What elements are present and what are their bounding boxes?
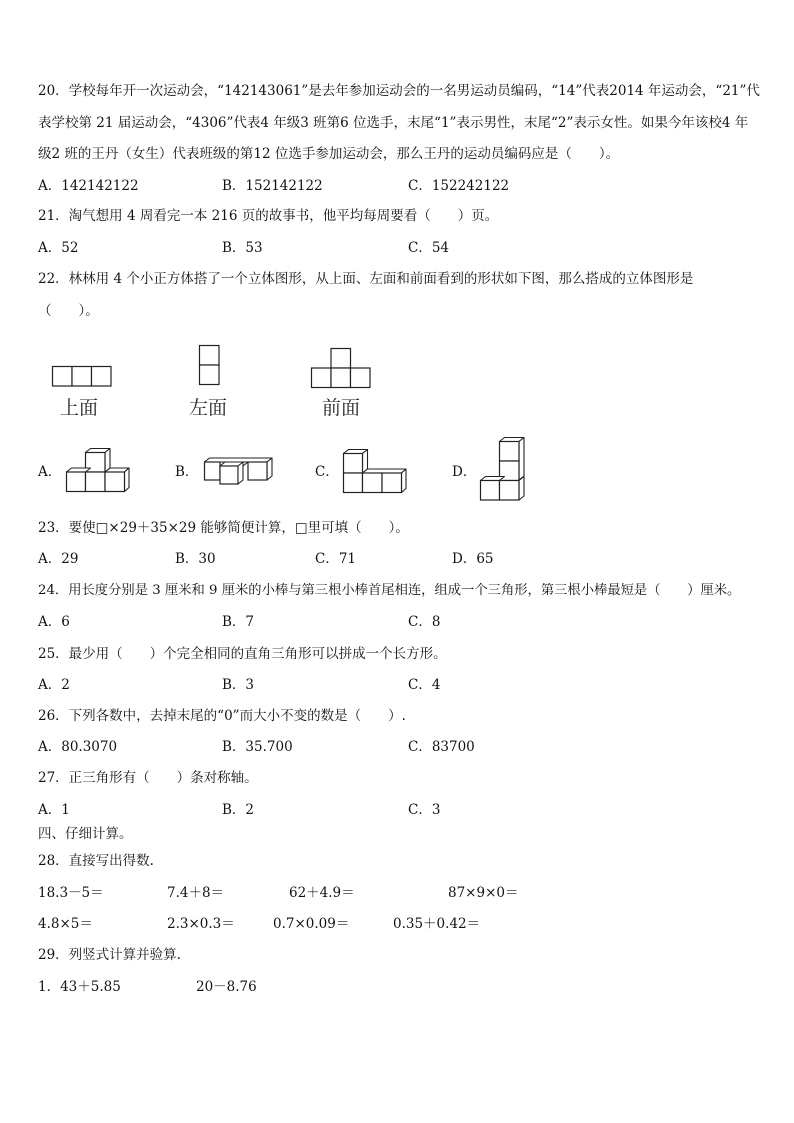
calc-item: 0.7×0.09＝ (273, 916, 350, 932)
q27-option-c: C．3 (408, 802, 441, 818)
q23-option-c: C．71 (315, 551, 357, 567)
q20-option-b: B．152142122 (222, 178, 323, 194)
calc-item: 4.8×5＝ (38, 916, 93, 932)
left-view-figure (199, 345, 221, 387)
calc-item: 2.3×0.3＝ (167, 916, 235, 932)
q27-option-b: B．2 (222, 802, 255, 818)
calc-item: 7.4＋8＝ (167, 885, 225, 901)
q24-option-c: C．8 (408, 614, 441, 630)
q26-option-b: B．35.700 (222, 739, 293, 755)
q26-option-a: A．80.3070 (38, 739, 118, 755)
left-view-label: 左面 (189, 397, 228, 419)
q25-option-c: C．4 (408, 677, 441, 693)
q27-option-a: A．1 (38, 802, 70, 818)
q23-option-b: B．30 (175, 551, 216, 567)
q21-text: 21．淘气想用 4 周看完一本 216 页的故事书，他平均每周要看（ ）页。 (38, 208, 499, 224)
q21-option-a: A．52 (38, 240, 79, 256)
q26-text: 26．下列各数中，去掉末尾的“0”而大小不变的数是（ ）. (38, 708, 406, 724)
calc-item: 0.35＋0.42＝ (393, 916, 481, 932)
q20-option-a: A．142142122 (38, 178, 139, 194)
q22-option-a-label: A． (38, 464, 62, 480)
q29-text: 29．列竖式计算并验算. (38, 947, 181, 963)
calc-item: 87×9×0＝ (448, 885, 519, 901)
q20-text-line1: 20．学校每年开一次运动会，“142143061”是去年参加运动会的一名男运动员编码，“14”代表2014 年运动会，“21”代 (38, 83, 760, 99)
q22-option-c-label: C． (315, 464, 339, 480)
top-view-label: 上面 (60, 397, 99, 419)
q28-text: 28．直接写出得数. (38, 853, 154, 869)
q22-option-c-figure (343, 449, 409, 495)
vertical-calc-item: 1．43＋5.85 (38, 979, 121, 995)
section-heading: 四、仔细计算。 (38, 826, 133, 842)
q27-text: 27．正三角形有（ ）条对称轴。 (38, 770, 258, 786)
q20-option-c: C．152242122 (408, 178, 510, 194)
q20-text-line3: 级2 班的王丹（女生）代表班级的第12 位选手参加运动会，那么王丹的运动员编码应是（ ）。 (38, 146, 620, 162)
front-view-figure (311, 348, 373, 390)
q22-option-b-figure (204, 457, 272, 485)
q21-option-b: B．53 (222, 240, 263, 256)
q26-option-c: C．83700 (408, 739, 475, 755)
q24-option-b: B．7 (222, 614, 255, 630)
q23-option-a: A．29 (38, 551, 79, 567)
q24-text: 24．用长度分别是 3 厘米和 9 厘米的小棒与第三根小棒首尾相连，组成一个三角形，第三根小棒最短是（ ）厘米。 (38, 583, 741, 598)
q22-option-d-figure (480, 437, 526, 501)
q25-option-b: B．3 (222, 677, 255, 693)
q20-text-line2: 表学校第 21 届运动会，“4306”代表4 年级3 班第6 位选手，末尾“1”表示男性，末尾“2”表示女性。如果今年该校4 年 (38, 115, 749, 131)
top-view-figure (52, 366, 114, 388)
front-view-label: 前面 (322, 397, 361, 419)
q25-text: 25．最少用（ ）个完全相同的直角三角形可以拼成一个长方形。 (38, 646, 447, 662)
q21-option-c: C．54 (408, 240, 450, 256)
vertical-calc-item: 20－8.76 (196, 979, 257, 995)
q22-option-a-figure (66, 448, 128, 494)
calc-item: 62＋4.9＝ (289, 885, 355, 901)
q25-option-a: A．2 (38, 677, 70, 693)
q22-text-line2: （ ）。 (38, 303, 99, 319)
q24-option-a: A．6 (38, 614, 70, 630)
q23-option-d: D．65 (452, 551, 494, 567)
q22-option-b-label: B． (175, 464, 199, 480)
q22-option-d-label: D． (452, 464, 477, 480)
q23-text: 23．要使□×29＋35×29 能够简便计算，□里可填（ ）。 (38, 520, 409, 536)
calc-item: 18.3－5＝ (38, 885, 104, 901)
q22-text-line1: 22．林林用 4 个小正方体搭了一个立体图形，从上面、左面和前面看到的形状如下图，那么搭成的立体图形是 (38, 271, 694, 287)
